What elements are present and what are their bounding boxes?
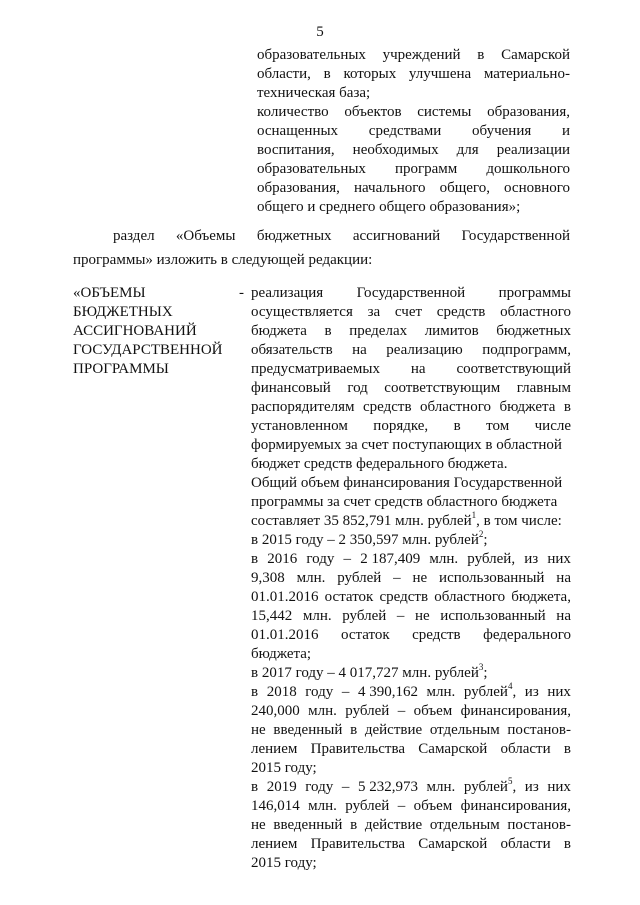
section-intro-line: раздел «Объемы бюджетных ассигнований Государственной: [113, 228, 570, 244]
footnote-ref: 3: [478, 662, 484, 672]
text-line: установленном порядке, в том числе: [251, 418, 571, 434]
text-line: лением Правительства Самарской области в: [251, 741, 571, 757]
text-line: распорядителям средств областного бюджета в: [251, 399, 571, 415]
text-line: лением Правительства Самарской области в: [251, 836, 571, 852]
text-line: бюджета в пределах лимитов бюджетных: [251, 323, 571, 339]
text-line: 15,442 млн. рублей – не использованный на: [251, 608, 571, 624]
text-line: в 2019 году – 5 232,973 млн. рублей$^5$, из них: [251, 776, 571, 795]
footnote-ref: 5: [507, 776, 513, 786]
text-line: в 2018 году – 4 390,162 млн. рублей$^4$, из них: [251, 681, 571, 700]
text-line: финансовый год соответствующим главным: [251, 380, 571, 396]
text-line: реализация Государственной программы: [251, 285, 571, 301]
text-line: 01.01.2016 остаток средств областного бюджета,: [251, 589, 571, 605]
text-line: не введенный в действие отдельным постанов-: [251, 817, 571, 833]
page-number: 5: [316, 24, 324, 40]
text-line: оснащенных средствами обучения и: [257, 123, 570, 139]
section-heading: «ОБЪЕМЫ БЮДЖЕТНЫХ АССИГНОВАНИЙ ГОСУДАРСТВЕННОЙ ПРОГРАММЫ: [73, 285, 223, 377]
text-line: в 2015 году – 2 350,597 млн. рублей$^2$;: [251, 529, 488, 548]
text-line: 01.01.2016 остаток средств федерального: [251, 627, 571, 643]
text-line: образования, начального общего, основного: [257, 180, 570, 196]
text-line: образовательных программ дошкольного: [257, 161, 570, 177]
text-line: общего и среднего общего образования»;: [257, 199, 521, 215]
text-line: 9,308 млн. рублей – не использованный на: [251, 570, 571, 586]
funding-description: [251, 284, 571, 873]
text-line: формируемых за счет поступающих в областной: [251, 437, 562, 453]
text-line: образовательных учреждений в Самарской: [257, 47, 570, 63]
text-line: программы за счет средств областного бюджета: [251, 494, 558, 510]
footnote-ref: 4: [507, 681, 513, 691]
footnote-ref: 1: [471, 510, 477, 520]
top-paragraph: [257, 46, 570, 217]
text-line: в 2016 году – 2 187,409 млн. рублей, из них: [251, 551, 571, 567]
footnote-ref: 2: [478, 529, 484, 539]
text-line: бюджета;: [251, 646, 312, 662]
text-line: Общий объем финансирования Государственной: [251, 475, 563, 491]
text-line: составляет 35 852,791 млн. рублей$^1$, в том числе:: [251, 510, 562, 529]
text-line: в 2017 году – 4 017,727 млн. рублей$^3$;: [251, 662, 488, 681]
text-line: осуществляется за счет средств областного: [251, 304, 571, 320]
text-line: 146,014 млн. рублей – объем финансирования,: [251, 798, 571, 814]
text-line: не введенный в действие отдельным постанов-: [251, 722, 571, 738]
text-line: области, в которых улучшена материально-: [257, 66, 570, 82]
text-line: обязательств на реализацию подпрограмм,: [251, 342, 571, 358]
text-line: воспитания, необходимых для реализации: [257, 142, 570, 158]
text-line: 2015 году;: [251, 855, 317, 871]
text-line: 240,000 млн. рублей – объем финансирования,: [251, 703, 571, 719]
text-line: бюджет средств федерального бюджета.: [251, 456, 508, 472]
text-line: 2015 году;: [251, 760, 317, 776]
text-line: техническая база;: [257, 85, 371, 101]
text-line: количество объектов системы образования,: [257, 104, 570, 120]
text-line: предусматриваемых на соответствующий: [251, 361, 571, 377]
section-intro-continuation: программы» изложить в следующей редакции:: [73, 252, 373, 268]
separator-dash: -: [239, 285, 244, 301]
